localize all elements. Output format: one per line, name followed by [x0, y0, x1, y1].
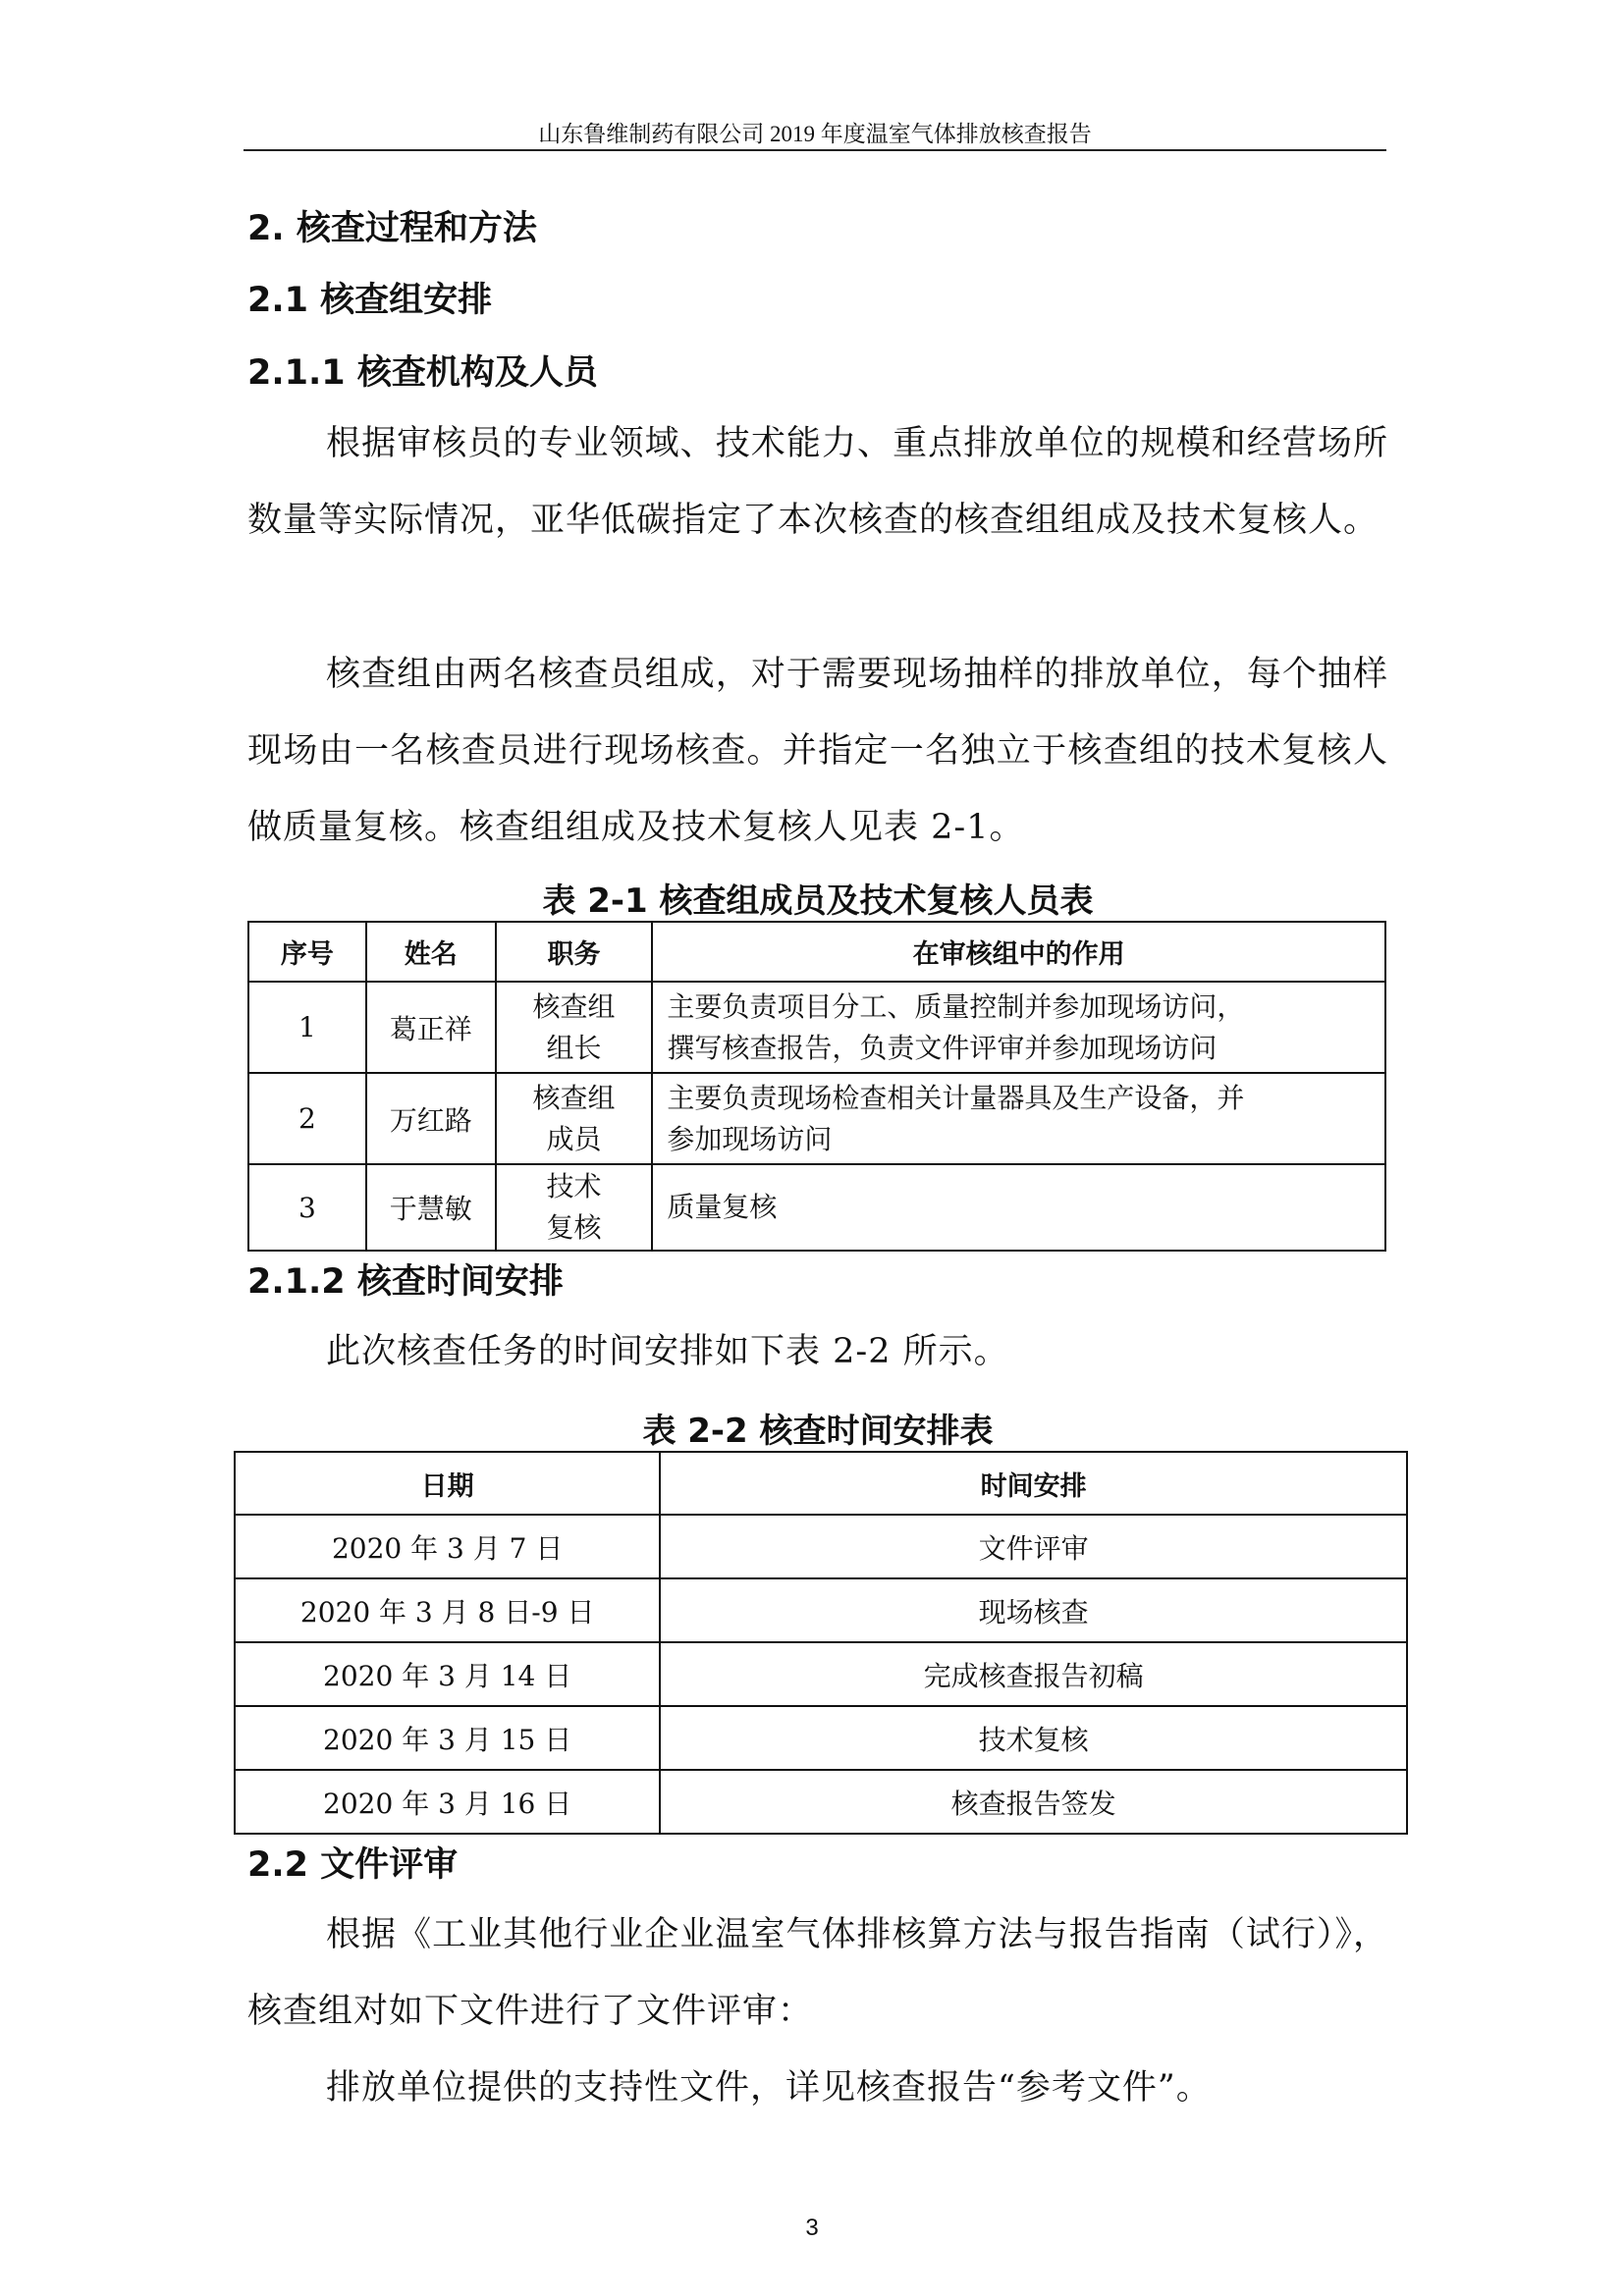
- date-cell: 2020 年 3 月 8 日-9 日: [235, 1578, 660, 1642]
- team-members-table: [247, 921, 1386, 1252]
- duty-line: 核查组: [532, 1081, 616, 1114]
- duty-line: 成员: [546, 1122, 602, 1155]
- date-cell: 2020 年 3 月 7 日: [235, 1515, 660, 1578]
- paragraph-schedule-intro: 此次核查任务的时间安排如下表 2-2 所示。: [326, 1332, 1009, 1371]
- paragraph-supporting-files: 排放单位提供的支持性文件，详见核查报告“参考文件”。: [326, 2068, 1212, 2108]
- table1-no-cell: 2: [248, 1073, 366, 1164]
- table1-role-cell: [652, 982, 1385, 1073]
- table1-header-cell: 序号: [248, 922, 366, 982]
- role-line: 质量复核: [667, 1191, 778, 1223]
- table2-header-row: [235, 1452, 1407, 1515]
- table-row: [235, 1642, 1407, 1706]
- header-rule: [244, 149, 1386, 151]
- table1-no-cell: 3: [248, 1164, 366, 1251]
- role-line: 主要负责现场检查相关计量器具及生产设备，并: [667, 1081, 1245, 1114]
- schedule-table: [234, 1451, 1408, 1835]
- table1-role-cell: [652, 1073, 1385, 1164]
- section-heading-2-1-1: 2.1.1 核查机构及人员: [247, 353, 598, 393]
- section-heading-2-1: 2.1 核查组安排: [247, 281, 493, 320]
- table1-duty-cell: [496, 1164, 653, 1251]
- table-row: [235, 1706, 1407, 1770]
- task-cell: 文件评审: [660, 1515, 1407, 1578]
- date-cell: 2020 年 3 月 14 日: [235, 1642, 660, 1706]
- paragraph-team-composition: 核查组由两名核查员组成，对于需要现场抽样的排放单位，每个抽样现场由一名核查员进行现场核查。并指定一名独立于核查组的技术复核人做质量复核。核查组组成及技术复核人见表 2-1。: [247, 655, 1388, 847]
- table1-no-cell: 1: [248, 982, 366, 1073]
- duty-line: 复核: [546, 1211, 602, 1244]
- table-row: [248, 982, 1385, 1073]
- task-cell: 核查报告签发: [660, 1770, 1407, 1834]
- table2-caption: 表 2-2 核查时间安排表: [642, 1412, 994, 1451]
- table1-header-cell: 姓名: [366, 922, 496, 982]
- paragraph-document-review: 根据《工业其他行业企业温室气体排核算方法与报告指南（试行）》，核查组对如下文件进行了文件评审：: [247, 1915, 1388, 2031]
- task-cell: 现场核查: [660, 1578, 1407, 1642]
- table1-header-row: [248, 922, 1385, 982]
- table2-header-cell: 时间安排: [660, 1452, 1407, 1515]
- date-cell: 2020 年 3 月 16 日: [235, 1770, 660, 1834]
- table-row: [248, 1073, 1385, 1164]
- table-row: [235, 1515, 1407, 1578]
- date-cell: 2020 年 3 月 15 日: [235, 1706, 660, 1770]
- running-header: 山东鲁维制药有限公司 2019 年度温室气体排放核查报告: [538, 122, 1092, 146]
- table-row: [235, 1578, 1407, 1642]
- role-line: 主要负责项目分工、质量控制并参加现场访问，: [667, 989, 1245, 1023]
- section-heading-2: 2. 核查过程和方法: [247, 209, 537, 248]
- section-heading-2-2: 2.2 文件评审: [247, 1845, 459, 1885]
- table1-caption: 表 2-1 核查组成员及技术复核人员表: [542, 881, 1094, 921]
- page-number: 3: [805, 2215, 819, 2241]
- task-cell: 技术复核: [660, 1706, 1407, 1770]
- table1-role-cell: [652, 1164, 1385, 1251]
- table1-name-cell: 葛正祥: [366, 982, 496, 1073]
- role-line: 参加现场访问: [667, 1122, 833, 1155]
- role-line: 撰写核查报告，负责文件评审并参加现场访问: [667, 1031, 1218, 1064]
- table1-duty-cell: [496, 1073, 653, 1164]
- duty-line: 核查组: [532, 989, 616, 1023]
- duty-line: 组长: [546, 1031, 602, 1064]
- paragraph-personnel: 根据审核员的专业领域、技术能力、重点排放单位的规模和经营场所数量等实际情况，亚华低碳指定了本次核查的核查组组成及技术复核人。: [247, 424, 1388, 540]
- table2-header-cell: 日期: [235, 1452, 660, 1515]
- table1-name-cell: 于慧敏: [366, 1164, 496, 1251]
- table-row: [235, 1770, 1407, 1834]
- table1-name-cell: 万红路: [366, 1073, 496, 1164]
- task-cell: 完成核查报告初稿: [660, 1642, 1407, 1706]
- section-heading-2-1-2: 2.1.2 核查时间安排: [247, 1262, 564, 1302]
- table-row: [248, 1164, 1385, 1251]
- table1-header-cell: 在审核组中的作用: [652, 922, 1385, 982]
- duty-line: 技术: [546, 1170, 602, 1202]
- table1-header-cell: 职务: [496, 922, 653, 982]
- table1-duty-cell: [496, 982, 653, 1073]
